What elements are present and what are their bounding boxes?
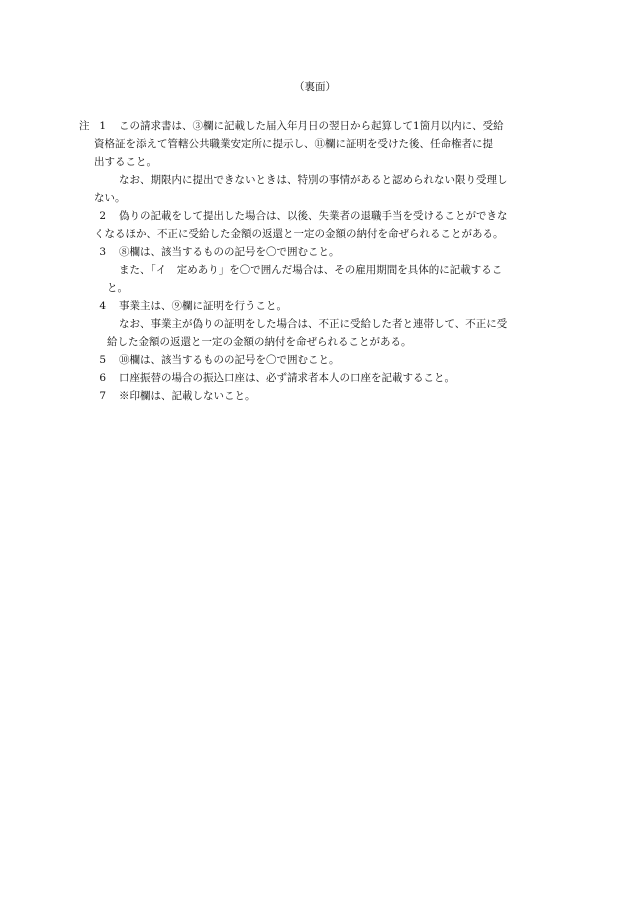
- note-label: 注: [79, 120, 90, 132]
- note-line: この請求書は、③欄に記載した届入年月日の翌日から起算して1箇月以内に、受給: [119, 120, 504, 132]
- note-number: 1: [99, 120, 106, 132]
- note-number: 7: [99, 390, 106, 402]
- note-line: ⑩欄は、該当するものの記号を〇で囲むこと。: [119, 354, 340, 366]
- note-line: 資格証を添えて管轄公共職業安定所に提示し、⑪欄に証明を受けた後、任命権者に提: [94, 138, 493, 150]
- note-number: 2: [99, 210, 106, 222]
- note-line: 給した金額の返還と一定の金額の納付を命ぜられることがある。: [107, 336, 412, 348]
- page-heading: （裏面）: [294, 81, 336, 93]
- note-line: 口座振替の場合の振込口座は、必ず請求者本人の口座を記載すること。: [119, 372, 455, 384]
- note-line: また、「イ 定めあり」を〇で囲んだ場合は、その雇用期間を具体的に記載するこ: [119, 264, 503, 276]
- note-line: なお、事業主が偽りの証明をした場合は、不正に受給した者と連帯して、不正に受: [119, 318, 508, 330]
- note-number: 3: [99, 246, 106, 258]
- note-line: 偽りの記載をして提出した場合は、以後、失業者の退職手当を受けることができな: [119, 210, 508, 222]
- note-line: なお、期限内に提出できないときは、特別の事情があると認められない限り受理し: [119, 174, 508, 186]
- note-number: 5: [99, 354, 106, 366]
- note-line: と。: [107, 282, 128, 294]
- note-number: 4: [99, 300, 106, 312]
- note-line: 事業主は、⑨欄に証明を行うこと。: [119, 300, 287, 312]
- note-line: くなるほか、不正に受給した金額の返還と一定の金額の納付を命ぜられることがある。: [94, 228, 504, 240]
- note-number: 6: [99, 372, 106, 384]
- note-line: 出すること。: [94, 156, 157, 168]
- note-line: ない。: [94, 192, 126, 204]
- note-line: ⑧欄は、該当するものの記号を〇で囲むこと。: [119, 246, 340, 258]
- note-line: ※印欄は、記載しないこと。: [119, 390, 256, 402]
